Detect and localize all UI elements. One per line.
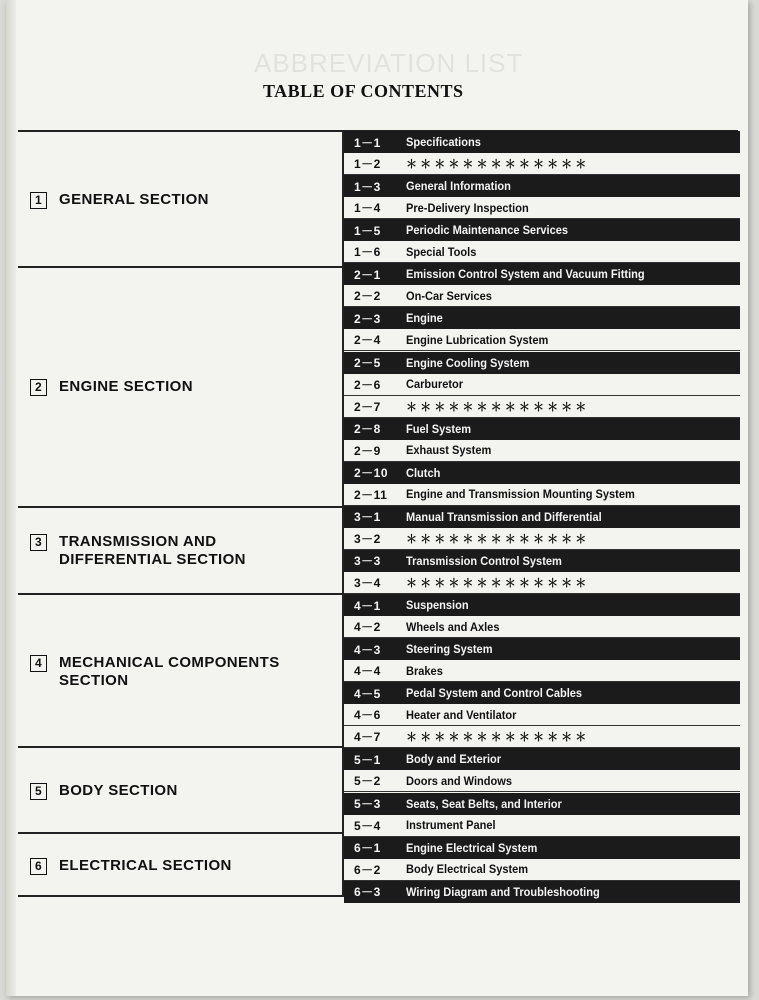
toc-entry[interactable] <box>344 638 740 660</box>
section-label: BODY SECTION <box>59 782 178 799</box>
toc-entry-label: Fuel System <box>406 421 472 436</box>
toc-entry-code: 3－1 <box>354 510 381 525</box>
section-number-box: 5 <box>30 783 47 800</box>
toc-entry-label: Engine <box>406 311 443 326</box>
section-number-box: 3 <box>30 534 47 551</box>
toc-entry-label: ＊ ＊ ＊ ＊ ＊ ＊ ＊ ＊ ＊ ＊ ＊ ＊ ＊ <box>406 730 587 745</box>
toc-entry-label: Body and Exterior <box>406 752 502 767</box>
toc-entry[interactable] <box>344 329 740 351</box>
toc-entry[interactable] <box>344 770 740 792</box>
toc-entry-code: 3－3 <box>354 554 381 569</box>
section-body[interactable] <box>30 782 178 800</box>
toc-entry-code: 4－6 <box>354 708 381 723</box>
toc-entry-code: 2－1 <box>354 267 381 282</box>
toc-entry[interactable] <box>344 219 740 241</box>
section-label: TRANSMISSION AND DIFFERENTIAL SECTION <box>59 533 246 568</box>
toc-entry-code: 2－6 <box>354 377 381 392</box>
toc-entry[interactable] <box>344 748 740 770</box>
toc-entry[interactable] <box>344 241 740 263</box>
toc-entry-label: Heater and Ventilator <box>406 707 517 722</box>
toc-entry-code: 2－3 <box>354 311 381 326</box>
toc-entry-label: Specifications <box>406 135 481 149</box>
toc-entry[interactable] <box>344 352 740 374</box>
toc-entry-code: 1－4 <box>354 201 381 216</box>
toc-entry[interactable] <box>344 263 740 285</box>
toc-entry[interactable] <box>344 660 740 682</box>
toc-entry-code: 1－3 <box>354 179 381 194</box>
toc-entry-label: Transmission Control System <box>406 553 562 568</box>
page-binding-edge <box>6 0 16 996</box>
toc-entry-code: 3－2 <box>354 531 381 546</box>
toc-entry-code: 2－9 <box>354 443 381 458</box>
toc-entry[interactable] <box>344 396 740 418</box>
toc-entry-code: 6－1 <box>354 841 381 856</box>
page-title: TABLE OF CONTENTS <box>263 81 464 101</box>
toc-entry[interactable] <box>344 462 740 484</box>
toc-entry-label: Periodic Maintenance Services <box>406 223 569 238</box>
toc-entry-label: Instrument Panel <box>406 818 496 833</box>
toc-entry-label: Carburetor <box>406 377 464 392</box>
toc-entry-code: 3－4 <box>354 576 381 590</box>
section-number-box: 2 <box>30 379 47 396</box>
toc-entry-label: ＊ ＊ ＊ ＊ ＊ ＊ ＊ ＊ ＊ ＊ ＊ ＊ ＊ <box>406 399 587 414</box>
toc-entry-label: ＊ ＊ ＊ ＊ ＊ ＊ ＊ ＊ ＊ ＊ ＊ ＊ ＊ <box>406 576 587 590</box>
section-mechanical[interactable] <box>30 654 280 690</box>
toc-entry[interactable] <box>344 815 740 837</box>
toc-entry[interactable] <box>344 616 740 638</box>
section-divider <box>18 832 342 834</box>
section-engine[interactable] <box>30 378 193 396</box>
toc-entry-label: ＊ ＊ ＊ ＊ ＊ ＊ ＊ ＊ ＊ ＊ ＊ ＊ ＊ <box>406 531 587 546</box>
toc-entry-label: Engine Electrical System <box>406 840 538 855</box>
toc-entry-label: Steering System <box>406 642 493 657</box>
section-label: ENGINE SECTION <box>59 378 193 395</box>
toc-entry-code: 5－4 <box>354 818 381 833</box>
section-electrical[interactable] <box>30 857 232 875</box>
toc-entry-code: 1－2 <box>354 157 381 172</box>
toc-entry-label: Wiring Diagram and Troubleshooting <box>406 884 600 899</box>
toc-entry[interactable] <box>344 440 740 462</box>
toc-entry[interactable] <box>344 859 740 881</box>
toc-entry-label: ＊ ＊ ＊ ＊ ＊ ＊ ＊ ＊ ＊ ＊ ＊ ＊ ＊ <box>406 157 587 172</box>
section-number-box: 1 <box>30 192 47 209</box>
toc-entry-code: 5－1 <box>354 752 381 767</box>
toc-entry[interactable] <box>344 131 740 153</box>
toc-entry[interactable] <box>344 881 740 903</box>
toc-entry[interactable] <box>344 572 740 594</box>
toc-entry-label: On-Car Services <box>406 288 492 303</box>
toc-entry-label: Manual Transmission and Differential <box>406 509 602 524</box>
toc-entry-code: 4－5 <box>354 686 381 701</box>
toc-entry[interactable] <box>344 594 740 616</box>
section-number-box: 6 <box>30 858 47 875</box>
section-divider <box>18 593 342 595</box>
toc-entry-code: 5－2 <box>354 774 381 789</box>
toc-entry-label: Wheels and Axles <box>406 619 500 634</box>
toc-entry[interactable] <box>344 682 740 704</box>
toc-entry-label: Engine Lubrication System <box>406 332 549 347</box>
toc-entry-code: 1－6 <box>354 245 381 260</box>
toc-entry[interactable] <box>344 197 740 219</box>
toc-entry[interactable] <box>344 153 740 175</box>
toc-entry-label: Seats, Seat Belts, and Interior <box>406 796 562 811</box>
toc-entry[interactable] <box>344 307 740 329</box>
section-divider <box>18 266 342 268</box>
toc-entry-code: 4－3 <box>354 642 381 657</box>
section-label: MECHANICAL COMPONENTS SECTION <box>59 654 280 689</box>
section-general[interactable] <box>30 191 209 209</box>
section-label: ELECTRICAL SECTION <box>59 857 232 874</box>
toc-entry-code: 2－5 <box>354 356 381 370</box>
toc-entry-code: 4－2 <box>354 620 381 635</box>
toc-entry[interactable] <box>344 550 740 572</box>
bleed-through-watermark: ABBREVIATION LIST <box>254 48 524 78</box>
toc-entry-label: Pedal System and Control Cables <box>406 686 583 701</box>
toc-entry-code: 4－4 <box>354 664 381 679</box>
section-number-box: 4 <box>30 655 47 672</box>
toc-entry-code: 4－7 <box>354 730 381 745</box>
toc-entry-code: 2－10 <box>354 466 389 481</box>
toc-entry-code: 2－11 <box>354 487 388 502</box>
toc-entry-label: Special Tools <box>406 244 477 259</box>
toc-entry-code: 1－1 <box>354 135 381 150</box>
toc-entry-label: Brakes <box>406 663 443 678</box>
toc-entry-label: Clutch <box>406 465 441 480</box>
toc-entry[interactable] <box>344 793 740 815</box>
toc-entry[interactable] <box>344 528 740 550</box>
toc-entry-code: 2－2 <box>354 289 381 304</box>
section-divider <box>18 506 342 508</box>
toc-entry-code: 5－3 <box>354 797 381 811</box>
toc-entry[interactable] <box>344 726 740 748</box>
toc-entry-code: 2－4 <box>354 333 381 348</box>
toc-entry-code: 2－7 <box>354 399 381 414</box>
toc-entry[interactable] <box>344 837 740 859</box>
toc-entry[interactable] <box>344 484 740 506</box>
toc-entry[interactable] <box>344 175 740 197</box>
toc-entry-code: 2－8 <box>354 422 381 437</box>
toc-entry[interactable] <box>344 418 740 440</box>
toc-entry-code: 1－5 <box>354 223 381 238</box>
toc-entry-code: 6－3 <box>354 885 381 900</box>
section-divider <box>18 746 342 748</box>
toc-entry[interactable] <box>344 285 740 307</box>
toc-entry-label: Exhaust System <box>406 443 492 458</box>
toc-entry[interactable] <box>344 506 740 528</box>
toc-entry[interactable] <box>344 704 740 726</box>
toc-entry[interactable] <box>344 374 740 396</box>
toc-entry-label: Suspension <box>406 598 469 613</box>
toc-entry-code: 4－1 <box>354 598 381 613</box>
toc-entry-label: General Information <box>406 179 511 194</box>
section-transmission[interactable] <box>30 533 246 569</box>
toc-entry-label: Engine and Transmission Mounting System <box>406 487 635 502</box>
toc-entry-label: Doors and Windows <box>406 773 513 788</box>
section-label: GENERAL SECTION <box>59 191 209 208</box>
toc-entry-label: Engine Cooling System <box>406 355 530 370</box>
toc-entry-label: Emission Control System and Vacuum Fitting <box>406 267 645 282</box>
toc-entry-code: 6－2 <box>354 862 381 877</box>
toc-entry-label: Body Electrical System <box>406 862 529 877</box>
toc-entry-label: Pre-Delivery Inspection <box>406 200 529 215</box>
